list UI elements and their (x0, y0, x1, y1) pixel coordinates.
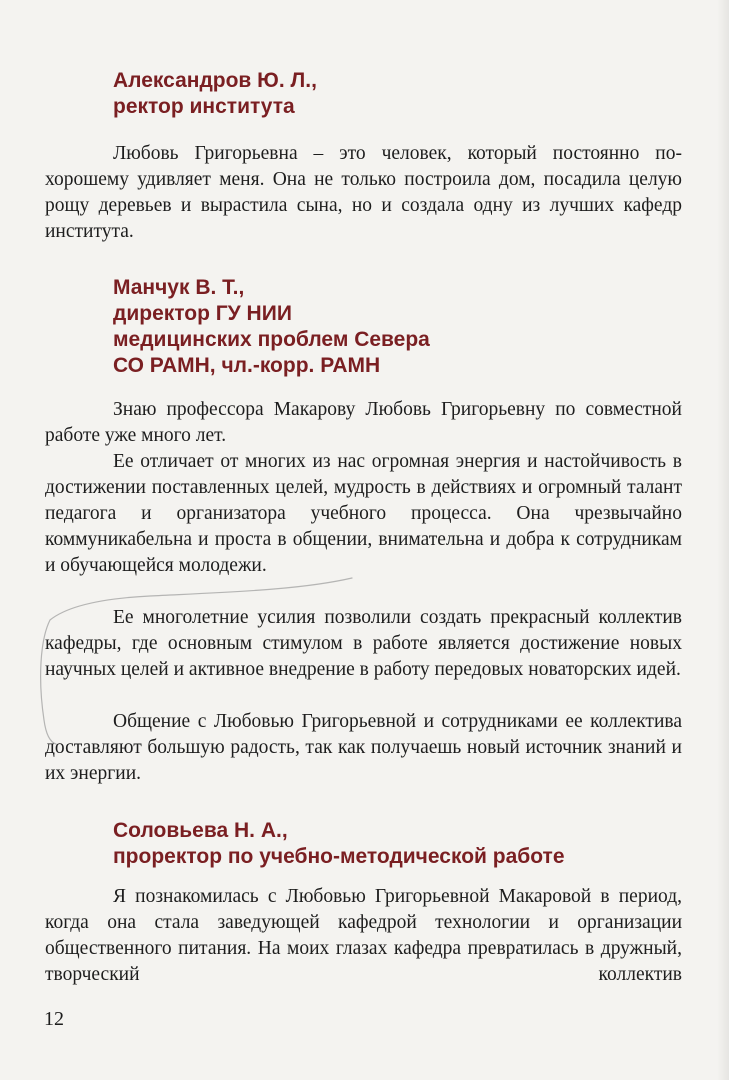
paragraph: Ее многолетние усилия позволили создать прекрасный коллектив кафедры, где основным стимулом в работе является достижение новых научных целей и активное внедрение в работу передовых новаторских идей. (45, 607, 682, 680)
section-heading-manchuk (113, 275, 430, 379)
paragraph: Я познакомилась с Любовью Григорьевной Макаровой в период, когда она стала заведующей кафедрой технологии и организации общественного питания. На моих глазах кафедра превратилась в дружный, творческий коллектив (45, 886, 682, 985)
page-edge-shadow (717, 0, 729, 1080)
paragraph: Любовь Григорьевна – это человек, который постоянно по-хорошему удивляет меня. Она не только построила дом, посадила целую рощу деревьев и вырастила сына, но и создала одну из лучших кафедр института. (45, 143, 682, 242)
heading-line: Александров Ю. Л., (113, 69, 317, 92)
heading-line: Манчук В. Т., (113, 276, 245, 299)
heading-line: директор ГУ НИИ (113, 302, 292, 325)
section-heading-solovyeva (113, 818, 565, 870)
heading-line: проректор по учебно-методической работе (113, 845, 565, 868)
paragraph: Общение с Любовью Григорьевной и сотрудниками ее коллектива доставляют большую радость, так как получаешь новый источник знаний и их энергии. (45, 711, 682, 784)
heading-line: СО РАМН, чл.-корр. РАМН (113, 354, 381, 377)
page-number: 12 (44, 1008, 64, 1030)
paragraph: Ее отличает от многих из нас огромная энергия и настойчивость в достижении поставленных целей, мудрость в действиях и огромный талант педагога и организатора учебного процесса. Она чрезвычайно коммуникабельна и проста в общении, внимательна и добра к сотрудникам и обучающейся молодежи. (45, 451, 682, 576)
heading-line: Соловьева Н. А., (113, 819, 288, 842)
heading-line: ректор института (113, 95, 295, 118)
section-heading-aleksandrov (113, 68, 317, 120)
heading-line: медицинских проблем Севера (113, 328, 430, 351)
paragraph: Знаю профессора Макарову Любовь Григорьевну по совместной работе уже много лет. (45, 399, 682, 446)
